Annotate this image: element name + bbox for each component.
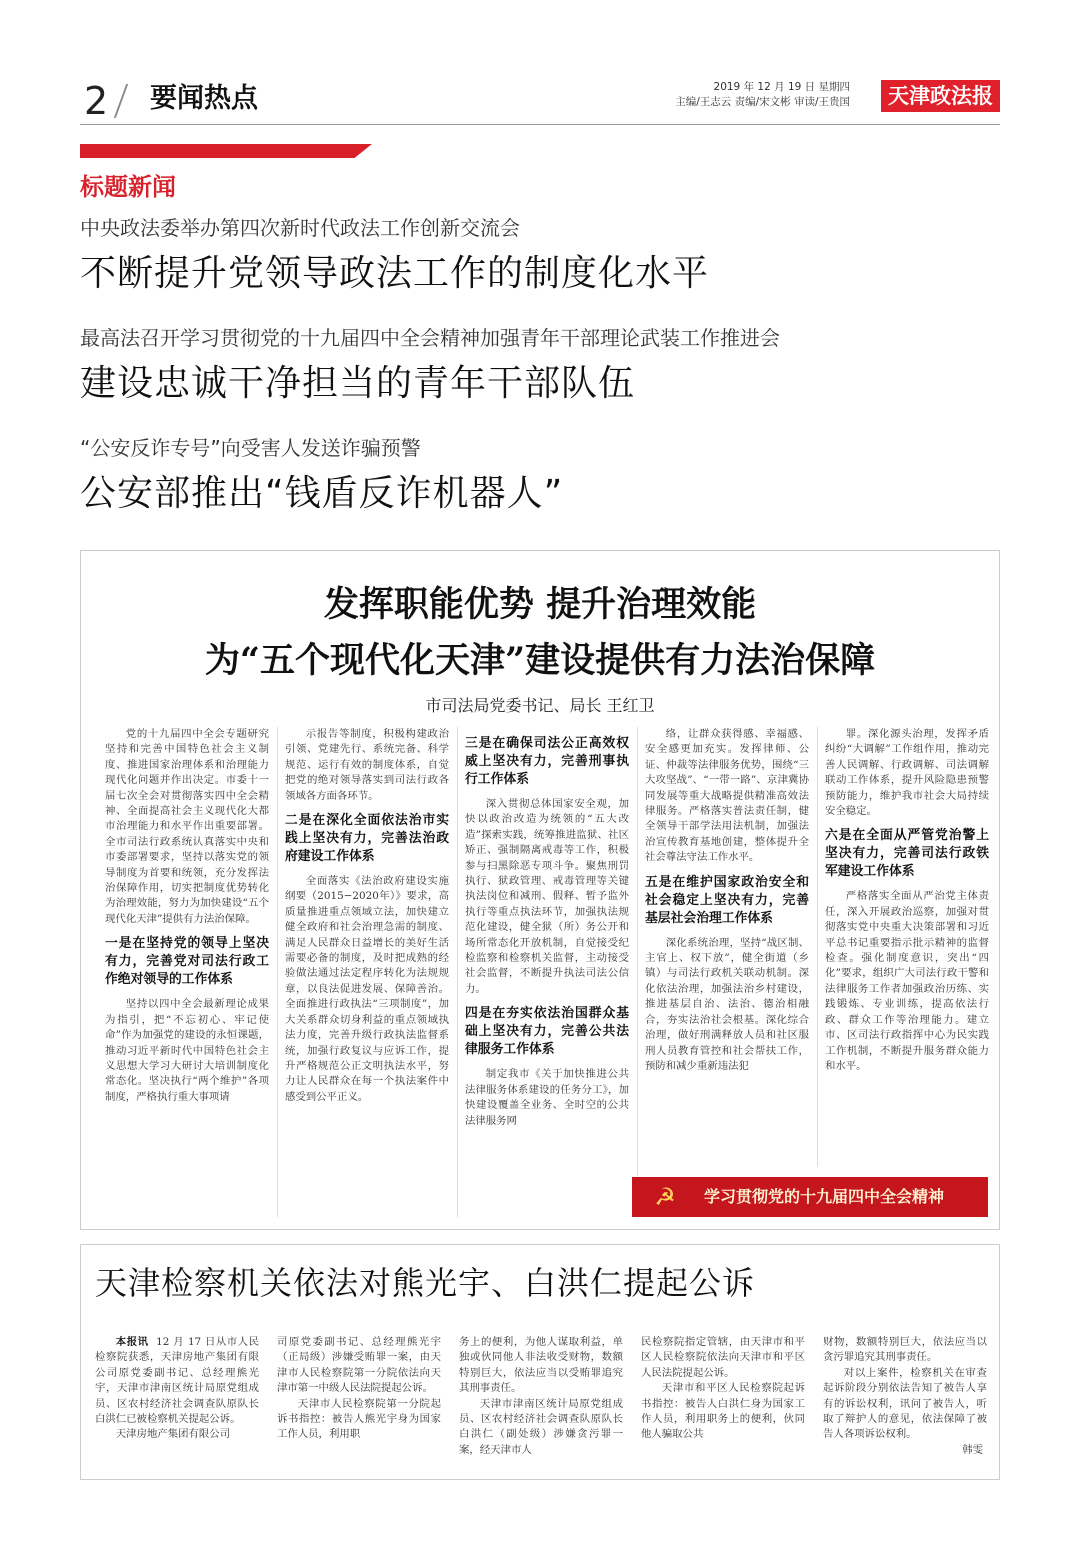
- paragraph: 天津房地产集团有限公司: [115, 1428, 231, 1441]
- article-column-3: [459, 1335, 623, 1475]
- headline-item[interactable]: [80, 324, 1000, 408]
- feature-column-5: [825, 727, 989, 1167]
- header-rule: [80, 124, 1000, 125]
- masthead-slash: [114, 84, 128, 118]
- paragraph: 全面落实《法治政府建设实施纲要（2015−2020年）》要求，高质量推进重点领域立法，加快建立健全政府和社会治理急需的制度、满足人民群众日益增长的美好生活需要必备的制度，及时把成熟的经验做法通过法定程序转化为法规规章，以良法促进发展、保障善治。全面推进行政执法“三项制度”，加大关系群众切身利益的重点领域执法力度，完善升级行政执法监督系统，加强行政复议与应诉工作，提升严格规范公正文明执法水平，努力让人民群众在每一个执法案件中感受到公平正义。: [285, 875, 449, 1103]
- subheading: 四是在夯实依法治国群众基础上坚决有力，完善公共法律服务工作体系: [465, 1006, 629, 1058]
- paragraph: 天津市人民检察院第一分院起诉书指控：被告人熊光宇身为国家工作人员，利用职: [277, 1397, 441, 1441]
- headline-kicker: “公安反诈专号”向受害人发送诈骗预警: [80, 436, 421, 460]
- headline-title: 公安部推出“钱盾反诈机器人”: [80, 473, 564, 514]
- paragraph: 党的十九届四中全会专题研究坚持和完善中国特色社会主义制度、推进国家治理体系和治理能力现代化问题并作出决定。市委十一届七次全会对贯彻落实四中全会精神、全面提高社会主义现代化大都市治理能力和水平作出重要部署。全市司法行政系统认真落实中央和市委部署要求，坚持以落实党的领导制度为首要和统领，充分发挥法治保障作用，切实把制度优势转化为治理效能，努力为加快建设“五个现代化天津”提供有力法治保障。: [105, 728, 269, 925]
- article-column-5: [823, 1335, 987, 1475]
- subheading: 一是在坚持党的领导上坚决有力，完善党对司法行政工作绝对领导的工作体系: [105, 936, 269, 988]
- paragraph: 天津市和平区人民检察院起诉书指控：被告人白洪仁身为国家工作人员，利用职务上的便利，伙同他人骗取公共: [641, 1382, 805, 1441]
- feature-title-line1: 发挥职能优势 提升治理效能: [323, 584, 757, 625]
- masthead-meta: [675, 80, 850, 110]
- headline-kicker: 中央政法委举办第四次新时代政法工作创新交流会: [80, 216, 520, 240]
- masthead: [80, 78, 1000, 123]
- study-banner: [632, 1177, 988, 1217]
- column-divider: [637, 727, 638, 1217]
- article-columns: [95, 1325, 989, 1473]
- feature-title-line2: 为“五个现代化天津”建设提供有力法治保障: [204, 640, 876, 681]
- feature-column-3: [465, 727, 629, 1217]
- subheading: 三是在确保司法公正高效权威上坚决有力，完善刑事执行工作体系: [465, 736, 629, 787]
- paragraph: 务上的便利，为他人谋取利益，单独或伙同他人非法收受财物，数额特别巨大，依法应当以受贿罪追究其刑事责任。: [459, 1336, 623, 1395]
- feature-column-1: [105, 727, 269, 1217]
- section-name: 要闻热点: [150, 83, 258, 114]
- paragraph: 坚持以四中全会最新理论成果为指引，把“不忘初心、牢记使命”作为加强党的建设的永恒课题，推动习近平新时代中国特色社会主义思想大学习大研讨大培训制度化常态化。坚决执行“两个维护”各项制度，严格执行重大事项请: [105, 998, 269, 1103]
- paragraph: 络，让群众获得感、幸福感、安全感更加充实。发挥律师、公证、仲裁等法律服务优势，围绕“三大攻坚战”、“一带一路”、京津冀协同发展等重大战略提供精准高效法律服务。严格落实普法责任制，健全领导干部学法用法机制，加强法治宣传教育基地创建，整体提升全社会尊法守法工作水平。: [645, 728, 809, 864]
- prosecution-article: [80, 1244, 1000, 1480]
- headline-news: [80, 168, 1000, 518]
- paragraph: 天津市津南区统计局原党组成员、区农村经济社会调查队原队长白洪仁（副处级）涉嫌贪污罪一案，经天津市人: [459, 1397, 623, 1456]
- article-column-4: [641, 1335, 805, 1475]
- subheading: 五是在维护国家政治安全和社会稳定上坚决有力，完善基层社会治理工作体系: [645, 874, 809, 926]
- page-number: 2: [84, 79, 109, 123]
- editor-credits: 主编/王志云 责编/宋文彬 审读/王贵国: [675, 96, 850, 108]
- paragraph: 严格落实全面从严治党主体责任，深入开展政治巡察，加强对贯彻落实党中央重大决策部署和习近平总书记重要指示批示精神的监督检查。强化制度意识，突出“四化”要求，组织广大司法行政干警和法律服务工作者加强政治历练、实践锻炼、专业训练，提高依法行政、群众工作等治理能力。建立市、区司法行政指挥中心为民实践工作机制，不断提升服务群众能力和水平。: [825, 890, 989, 1072]
- author-name: 韩雯: [962, 1443, 983, 1456]
- paragraph: 深化系统治理，坚持“战区制、主官上、权下放”，健全街道（乡镇）与司法行政机关联动机制。深化依法治理，加强法治乡村建设，推进基层自治、法治、德治相融合，夯实法治社会根基。深化综合治理，做好刑满释放人员和社区服刑人员教育管控和社会帮扶工作，预防和减少重新违法犯: [645, 936, 809, 1072]
- feature-columns: [105, 727, 989, 1217]
- feature-article: [80, 550, 1000, 1230]
- column-divider: [277, 727, 278, 1217]
- paragraph: 制定我市《关于加快推进公共法律服务体系建设的任务分工》，加快建设覆盖全业务、全时空的公共法律服务网: [465, 1068, 629, 1127]
- red-accent-bar: [80, 144, 372, 158]
- column-divider: [457, 727, 458, 1217]
- feature-column-4: [645, 727, 809, 1167]
- headline-title: 建设忠诚干净担当的青年干部队伍: [80, 363, 636, 404]
- paragraph: 12 月 17 日从市人民检察院获悉，天津房地产集团有限公司原党委副书记、总经理熊光宇，天津市津南区统计局原党组成员、区农村经济社会调查队原队长白洪仁已被检察机关提起公诉。: [95, 1336, 259, 1426]
- column-divider: [817, 727, 818, 1167]
- headline-title: 不断提升党领导政法工作的制度化水平: [80, 253, 710, 294]
- headline-item[interactable]: [80, 434, 1000, 518]
- headline-kicker: 最高法召开学习贯彻党的十九届四中全会精神加强青年干部理论武装工作推进会: [80, 326, 780, 350]
- dateline: 本报讯: [115, 1336, 149, 1348]
- newspaper-logo: 天津政法报: [881, 80, 1000, 112]
- feature-byline: 市司法局党委书记、局长 王红卫: [425, 696, 655, 715]
- subheading: 六是在全面从严管党治警上坚决有力，完善司法行政铁军建设工作体系: [825, 828, 989, 880]
- party-emblem-icon: ☭: [654, 1183, 676, 1211]
- article-title: 天津检察机关依法对熊光宇、白洪仁提起公诉: [95, 1264, 756, 1302]
- headline-item[interactable]: [80, 214, 1000, 298]
- paragraph: 民检察院指定管辖，由天津市和平区人民检察院依法向天津市和平区人民法院提起公诉。: [641, 1336, 805, 1379]
- issue-date: 2019 年 12 月 19 日 星期四: [713, 81, 850, 93]
- article-column-1: [95, 1335, 259, 1475]
- subheading: 二是在深化全面依法治市实践上坚决有力，完善法治政府建设工作体系: [285, 813, 449, 865]
- paragraph: 司原党委副书记、总经理熊光宇（正局级）涉嫌受贿罪一案，由天津市人民检察院第一分院依法向天津市第一中级人民法院提起公诉。: [277, 1336, 441, 1395]
- paragraph: 对以上案件，检察机关在审查起诉阶段分别依法告知了被告人享有的诉讼权利，讯问了被告人，听取了辩护人的意见，依法保障了被告人各项诉讼权利。: [823, 1366, 987, 1441]
- headline-news-label: 标题新闻: [80, 172, 176, 201]
- paragraph: 示报告等制度，积极构建政治引领、党建先行、系统完备、科学规范、运行有效的制度体系，自觉把党的绝对领导落实到司法行政各领域各方面各环节。: [285, 728, 449, 802]
- article-column-2: [277, 1335, 441, 1475]
- paragraph: 罪。深化源头治理，发挥矛盾纠纷“大调解”工作组作用，推动完善人民调解、行政调解、司法调解联动工作体系，提升风险隐患预警预防能力，维护我市社会大局持续安全稳定。: [825, 728, 989, 818]
- feature-column-2: [285, 727, 449, 1217]
- paragraph: 财物，数额特别巨大，依法应当以贪污罪追究其刑事责任。: [823, 1336, 987, 1364]
- paragraph: 深入贯彻总体国家安全观，加快以政治改造为统领的“五大改造”探索实践，统筹推进监狱、社区矫正、强制隔离戒毒等工作，积极参与扫黑除恶专项斗争。聚焦刑罚执行、狱政管理、戒毒管理等关键执法岗位和减刑、假释、暂予监外执行等重点执法环节，加强执法规范化建设，健全狱（所）务公开和场所常态化开放机制，自觉接受纪检监察和检察机关监督，主动接受社会监督，不断提升执法司法公信力。: [465, 798, 629, 995]
- study-banner-text: 学习贯彻党的十九届四中全会精神: [704, 1187, 945, 1206]
